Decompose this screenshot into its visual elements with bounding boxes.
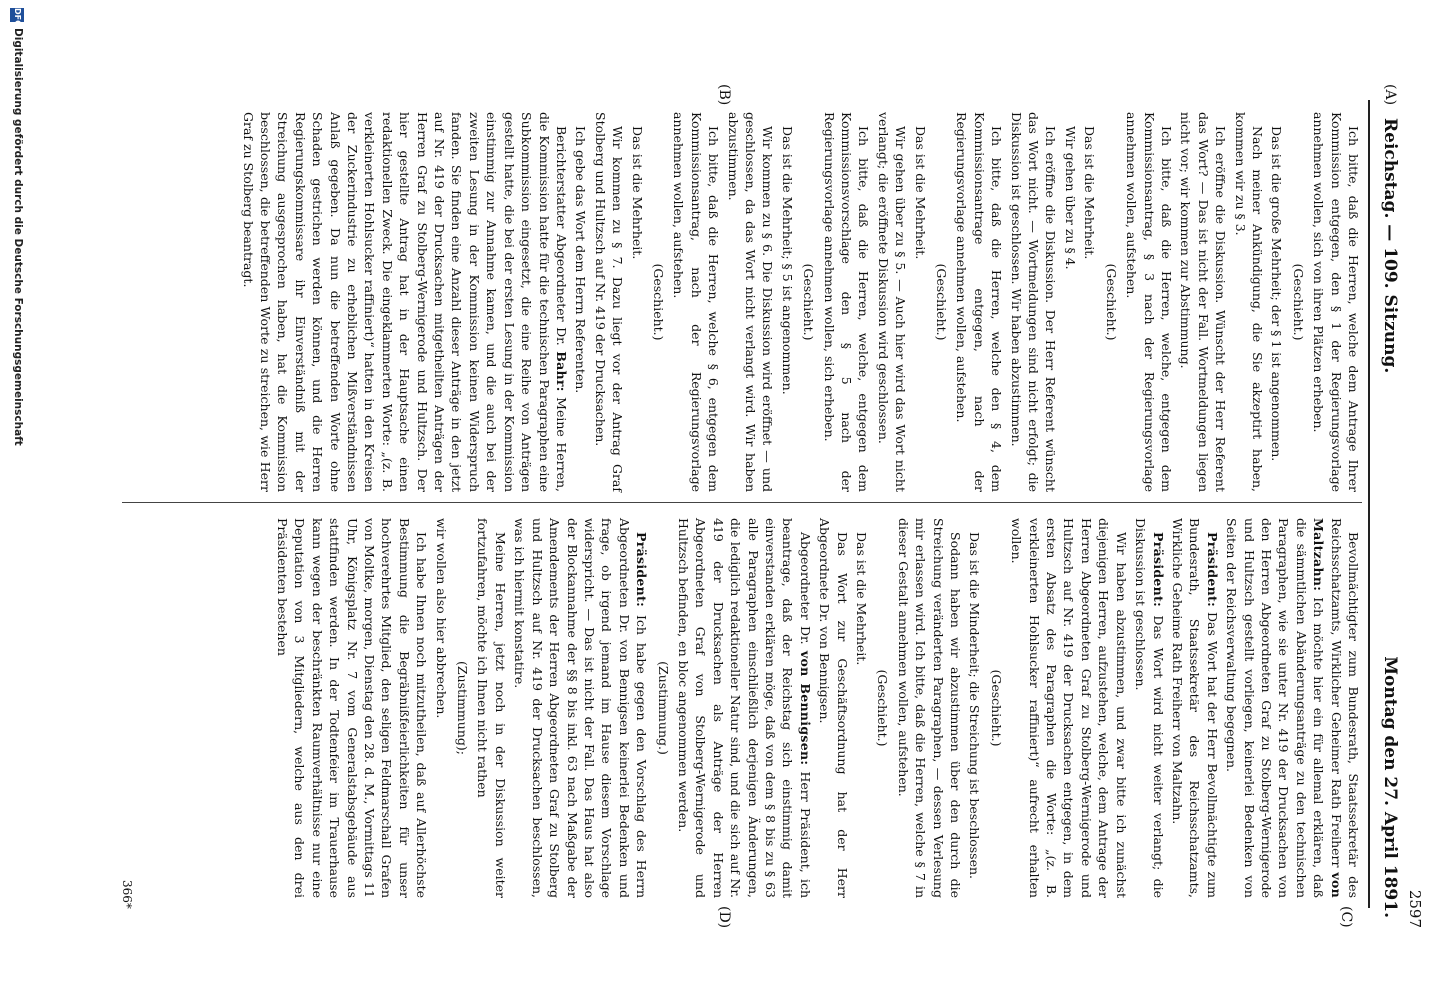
margin-mark-a: (A) [1382,84,1398,106]
paragraph: Das Wort zur Geschäftsordnung hat der Herr Abgeordnete Dr. von Bennigsen. [817,518,850,898]
speech-paragraph [511,518,650,898]
speech-text: Ich möchte hier ein für allemal erklären, daß die sämmtlichen Abänderungsanträge zu den technischen Paragraphen, wie sie unter Nr. 419 der Drucksachen von den Herren Abgeordneten Graf zu Stolberg-Wernigerode und Hultzsch gestellt vorliegen, keinerlei Bedenken von Seiten der Reichsverwaltung begegnen. [1224,518,1327,898]
stage-direction: (Geschieht.) [875,669,891,747]
header-date: Montag den 27. April 1891. [1380,656,1400,918]
margin-mark-d: (D) [716,906,732,929]
speech-text: Das Wort hat der Herr Bevollmächtigte zum Bundesrath, Staatssekretär des Reichsschatzamts, Wirkliche Geheime Rath Freiherr von Maltzahn. [1169,518,1220,898]
paragraph: Ich gebe das Wort dem Herrn Referenten. [573,126,589,394]
paragraph: Ich eröffne die Diskussion. Der Herr Referent wünscht das Wort nicht. — Wortmeldungen sind nicht erfolgt; die Diskussion ist geschlossen. Wir haben abzustimmen. [1008,112,1059,492]
page-number: 2597 [1406,889,1424,928]
paragraph: Sodann haben wir abzustimmen über den durch die Streichung veränderten Paragraphen, — dessen Verlesung mir erlassen wird. Ich bitte, daß die Herren, welche § 7 in dieser Gestalt annehmen wollen, aufstehen. [895,518,964,898]
stage-direction: (Geschieht.) [1103,263,1119,341]
speech-paragraph [1132,518,1167,898]
speech-text: Herr Präsident, ich beantrage, daß der Reichstag sich einstimmig damit einverstanden erklären möge, daß von dem § 8 bis zu § 63 alle Paragraphen einschließlich derjenigen Änderungen, die lediglich redaktioneller Natur sind, und die sich auf Nr. 419 der Drucksachen als Anträge der Herren Abgeordneten Graf von Stolberg-Wernigerode und Hultzsch befinden, en bloc angenommen werden. [675,518,813,898]
dfg-logo: DFG [10,8,24,22]
digitization-footer [0,0,30,1000]
paragraph: wir wollen also hier abbrechen. [433,518,449,719]
left-column [237,112,1362,492]
paragraph: Wir gehen über zu § 4. [1062,126,1078,270]
paragraph: Ich habe Ihnen noch mitzutheilen, daß auf Allerhöchste Bestimmung die Begräbnißfeierlichkeiten für unser hochverehrtes Mitglied, den seligen Feldmarschall Grafen von Moltke, morgen, Dienstag den 28. d. M., Vormittags 11 Uhr, Königsplatz Nr. 7 vom Generalstabsgebäude aus stattfinden werden. In der Todtenfeier im Trauerhause kann wegen der beschränkten Raumverhältnisse nur eine Deputation von 3 Mitgliedern, welche aus den drei Präsidenten bestehen [275,518,430,898]
sheet-signature: 366* [120,880,134,909]
paragraph: Das ist die Minderheit; die Streichung ist beschlossen. [967,532,983,880]
paragraph: Wir haben abzustimmen, und zwar bitte ich zunächst diejenigen Herren, aufzustehen, welche, dem Antrage der Herren Abgeordneten Graf zu Stolberg-Wernigerode und Hultzsch auf Nr. 419 der Drucksachen entgegen, in dem ersten Absatz des Paragraphen die Worte: „(z. B. verkleinerten Hohlsucker raffiniert)“ aufrecht erhalten wollen. [1009,518,1129,898]
margin-mark-b: (B) [716,84,732,106]
stage-direction: (Geschieht.) [801,263,817,341]
paragraph: Das ist die große Mehrheit; der § 1 ist angenommen. [1269,126,1285,462]
paragraph: Meine Herren, jetzt noch in der Diskussion weiter fortzufahren, möchte ich Ihnen nicht rathen [475,518,508,898]
column-divider [122,502,1362,503]
speech-paragraph [239,112,570,492]
paragraph: Ich bitte, daß die Herren, welche § 6, entgegen dem Kommissionsantrag, nach der Regierungsvorlage annehmen wollen, aufstehen. [671,112,722,492]
paragraph: Das ist die Mehrheit. [912,126,928,260]
speaker-name: Bahr: [553,351,569,392]
paragraph: Das ist die Mehrheit; § 5 ist angenommen. [779,126,795,395]
paragraph: Nach meiner Ankündigung, die Sie akzeptirt haben, kommen wir zu § 3. [1232,112,1265,492]
header-session: Reichstag. — 109. Sitzung. [1380,118,1400,374]
speaker-lead: Berichterstatter Abgeordneter Dr. [553,126,569,352]
paragraph: Ich bitte, daß die Herren, welche, entgegen dem Kommissionsantrag, § 3 nach der Regierungsvorlage annehmen wollen, aufstehen. [1124,112,1174,492]
speaker-name: von Maltzahn: [1311,518,1344,898]
paragraph: Ich bitte, daß die Herren, welche den § 4, dem Kommissionsantrage entgegen, nach der Regierungsvorlage annehmen wollen, aufstehen. [954,112,1005,492]
stage-direction: (Geschieht.) [650,263,666,341]
paragraph: Wir kommen zu § 6. Die Diskussion wird eröffnet — und geschlossen, da das Wort nicht verlangt wird. Wir haben abzustimmen. [725,112,776,492]
speech-paragraph [1223,518,1362,898]
speaker-name: Präsident: [634,532,650,608]
page-header [1370,118,1424,928]
speech-text: Das Wort wird nicht weiter verlangt; die Diskussion ist geschlossen. [1133,518,1166,898]
speech-paragraph [1169,518,1221,898]
paragraph: Das ist die Mehrheit. [629,126,645,260]
stage-direction: (Geschieht.) [934,263,950,341]
speaker-name: Präsident: [1150,532,1166,608]
paragraph: Wir kommen zu § 7. Dazu liegt vor der Antrag Graf Stolberg und Hultzsch auf Nr. 419 der Drucksachen. [592,112,626,492]
stage-direction: (Zustimmung.) [655,661,671,755]
paragraph: Ich eröffne die Diskussion. Wünscht der Herr Referent das Wort? — Das ist nicht der Fall. Wortmeldungen liegen nicht vor; wir kommen zur Abstimmung. [1178,112,1229,492]
paragraph: Wir gehen über zu § 5. — Auch hier wird das Wort nicht verlangt; die eröffnete Diskussion wird geschlossen. [875,112,909,492]
paragraph: Ich bitte, daß die Herren, welche, entgegen dem Kommissionsvorschlage den § 5 nach der Regierungsvorlage annehmen wollen, sich erheben. [821,112,872,492]
paragraph: Das ist die Mehrheit. [1082,126,1098,260]
speaker-name: von Bennigsen: [797,650,813,766]
stage-direction: (Geschieht.) [988,669,1004,747]
footer-text: Digitalisierung gefördert durch die Deutsche Forschungsgemeinschaft [12,28,24,446]
margin-mark-c: (C) [1338,906,1354,928]
paragraph: Ich bitte, daß die Herren, welche dem Antrage Ihrer Kommission entgegen, den § 1 der Regierungsvorlage annehmen wollen, sich von ihren Plätzen erheben. [1311,112,1361,492]
paragraph: Das ist die Mehrheit. [854,532,870,666]
speaker-lead: Abgeordneter Dr. [797,532,813,651]
stage-direction: (Geschieht.) [1290,263,1306,341]
speaker-lead: Bevollmächtigter zum Bundesrath, Staatssekretär des Reichsschatzamts, Wirklicher Geheimer Rath Freiherr [1328,518,1361,898]
speaker-name: Präsident: [1204,532,1220,608]
header-rule [1368,100,1370,908]
right-column [272,518,1362,898]
speech-paragraph [675,518,814,898]
stage-direction: (Zustimmung); [455,661,471,755]
speech-text: Ich habe gegen den Vorschlag des Herrn Abgeordneten Dr. von Bennigsen keinerlei Bedenken und frage, ob irgend jemand im Hause diesem Vorschlage widerspricht. — Das ist nicht der Fall. Das Haus hat also der Blockannahme der §§ 8 bis inkl. 63 nach Maßgabe der Amendements der Herren Abgeordneten Graf zu Stolberg und Hultzsch auf Nr. 419 der Drucksachen beschlossen, was ich hiermit konstatire. [512,518,650,898]
speech-text: Meine Herren, die Kommission hatte für die technischen Paragraphen eine Subkommission eingesetzt, die eine Reihe von Anträgen gestellt hatte, die bei der ersten Lesung in der Kommission einstimmig zur Annahme kamen, und die auch bei der zweiten Lesung in der Kommission keinen Widerspruch fanden. Sie finden eine Anzahl dieser Anträge in den jetzt auf Nr. 419 der Drucksachen mitgetheilten Anträgen der Herren Graf zu Stolberg-Wernigerode und Hultzsch. Der hier gestellte Antrag hat in der Hauptsache einen redaktionellen Zweck. Die eingeklammerten Worte: „(z. B. verkleinerten Hohlsucker raffiniert)“ hatten in den Kreisen der Zuckerindustrie zu erheblichen Mißverständnissen Anlaß gegeben. Da nun die betreffenden Worte ohne Schaden gestrichen werden können, und die Herren Regierungskommissare ihr Einverständniß mit der Streichung ausgesprochen haben, hat die Kommission beschlossen, die betreffenden Worte zu streichen, wie Herr Graf zu Stolberg beantragt. [240,112,569,493]
